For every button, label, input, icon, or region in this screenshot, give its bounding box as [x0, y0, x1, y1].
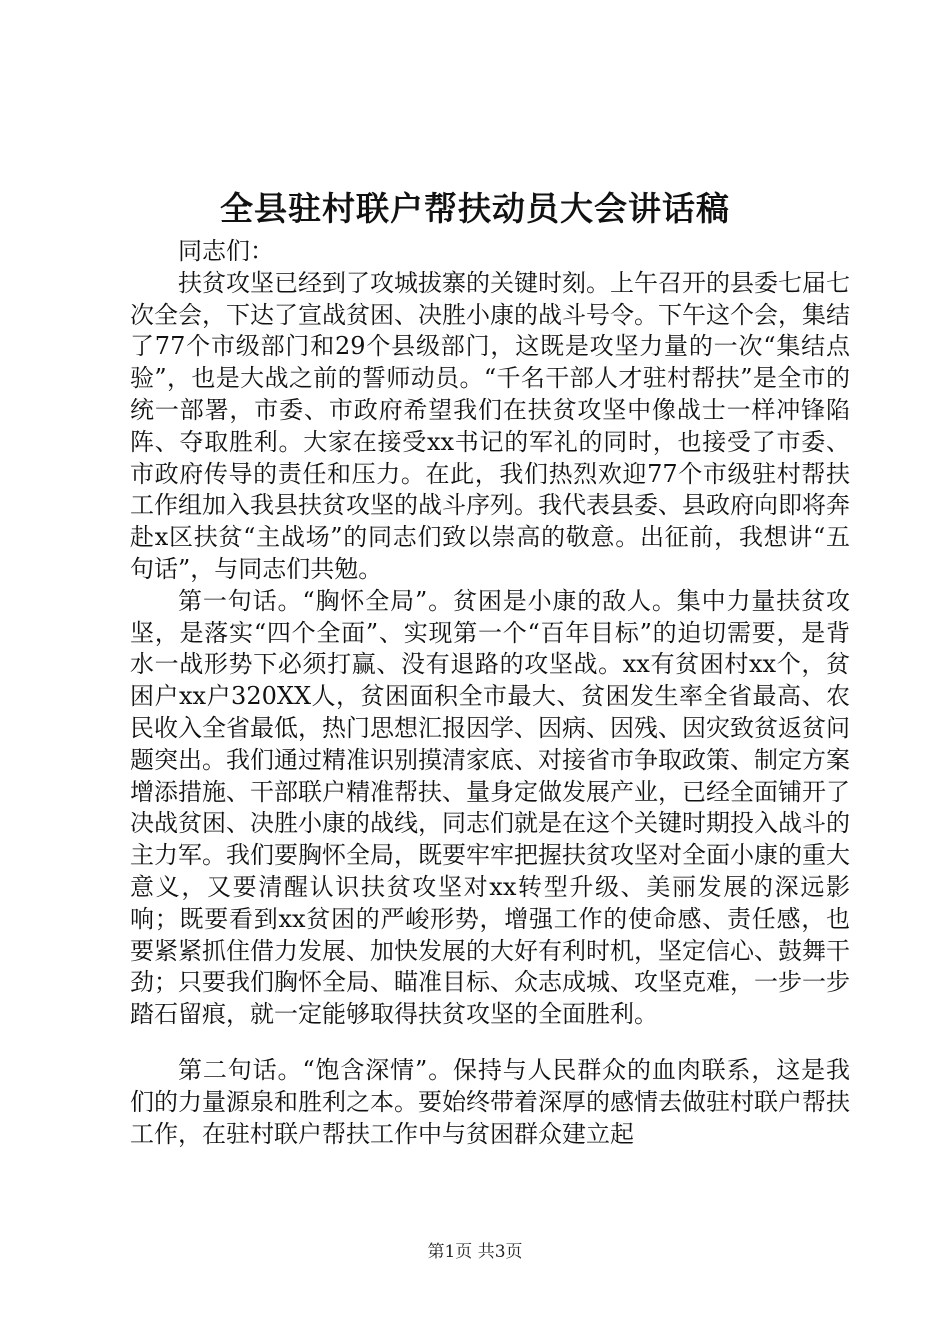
document-body	[130, 236, 850, 1150]
paragraph-second-point: 第二句话。“饱含深情”。保持与人民群众的血肉联系，这是我们的力量源泉和胜利之本。要始终带着深厚的感情去做驻村联户帮扶工作，在驻村联户帮扶工作中与贫困群众建立起	[130, 1055, 850, 1148]
paragraph-first-point: 第一句话。“胸怀全局”。贫困是小康的敌人。集中力量扶贫攻坚，是落实“四个全面”、实现第一个“百年目标”的迫切需要，是背水一战形势下必须打赢、没有退路的攻坚战。xx有贫困村xx个，贫困户xx户320XX人，贫困面积全市最大、贫困发生率全省最高、农民收入全省最低，热门思想汇报因学、因病、因残、因灾致贫返贫问题突出。我们通过精准识别摸清家底、对接省市争取政策、制定方案增添措施、干部联户精准帮扶、量身定做发展产业，已经全面铺开了决战贫困、决胜小康的战线，同志们就是在这个关键时期投入战斗的主力军。我们要胸怀全局，既要牢牢把握扶贫攻坚对全面小康的重大意义，又要清醒认识扶贫攻坚对xx转型升级、美丽发展的深远影响；既要看到xx贫困的严峻形势，增强工作的使命感、责任感，也要紧紧抓住借力发展、加快发展的大好有利时机，坚定信心、鼓舞干劲；只要我们胸怀全局、瞄准目标、众志成城、攻坚克难，一步一步踏石留痕，就一定能够取得扶贫攻坚的全面胜利。	[130, 586, 850, 1029]
paragraph-gap	[130, 1031, 850, 1055]
document-title: 全县驻村联户帮扶动员大会讲话稿	[220, 189, 730, 228]
salutation: 同志们：	[178, 237, 274, 265]
paragraph-intro: 扶贫攻坚已经到了攻城拔寨的关键时刻。上午召开的县委七届七次全会，下达了宣战贫困、决胜小康的战斗号令。下午这个会，集结了77个市级部门和29个县级部门，这既是攻坚力量的一次“集结点验”，也是大战之前的誓师动员。“千名干部人才驻村帮扶”是全市的统一部署，市委、市政府希望我们在扶贫攻坚中像战士一样冲锋陷阵、夺取胜利。大家在接受xx书记的军礼的同时，也接受了市委、市政府传导的责任和压力。在此，我们热烈欢迎77个市级驻村帮扶工作组加入我县扶贫攻坚的战斗序列。我代表县委、县政府向即将奔赴x区扶贫“主战场”的同志们致以崇高的敬意。出征前，我想讲“五句话”，与同志们共勉。	[130, 268, 850, 583]
page-number-footer: 第1页 共3页	[427, 1242, 523, 1262]
